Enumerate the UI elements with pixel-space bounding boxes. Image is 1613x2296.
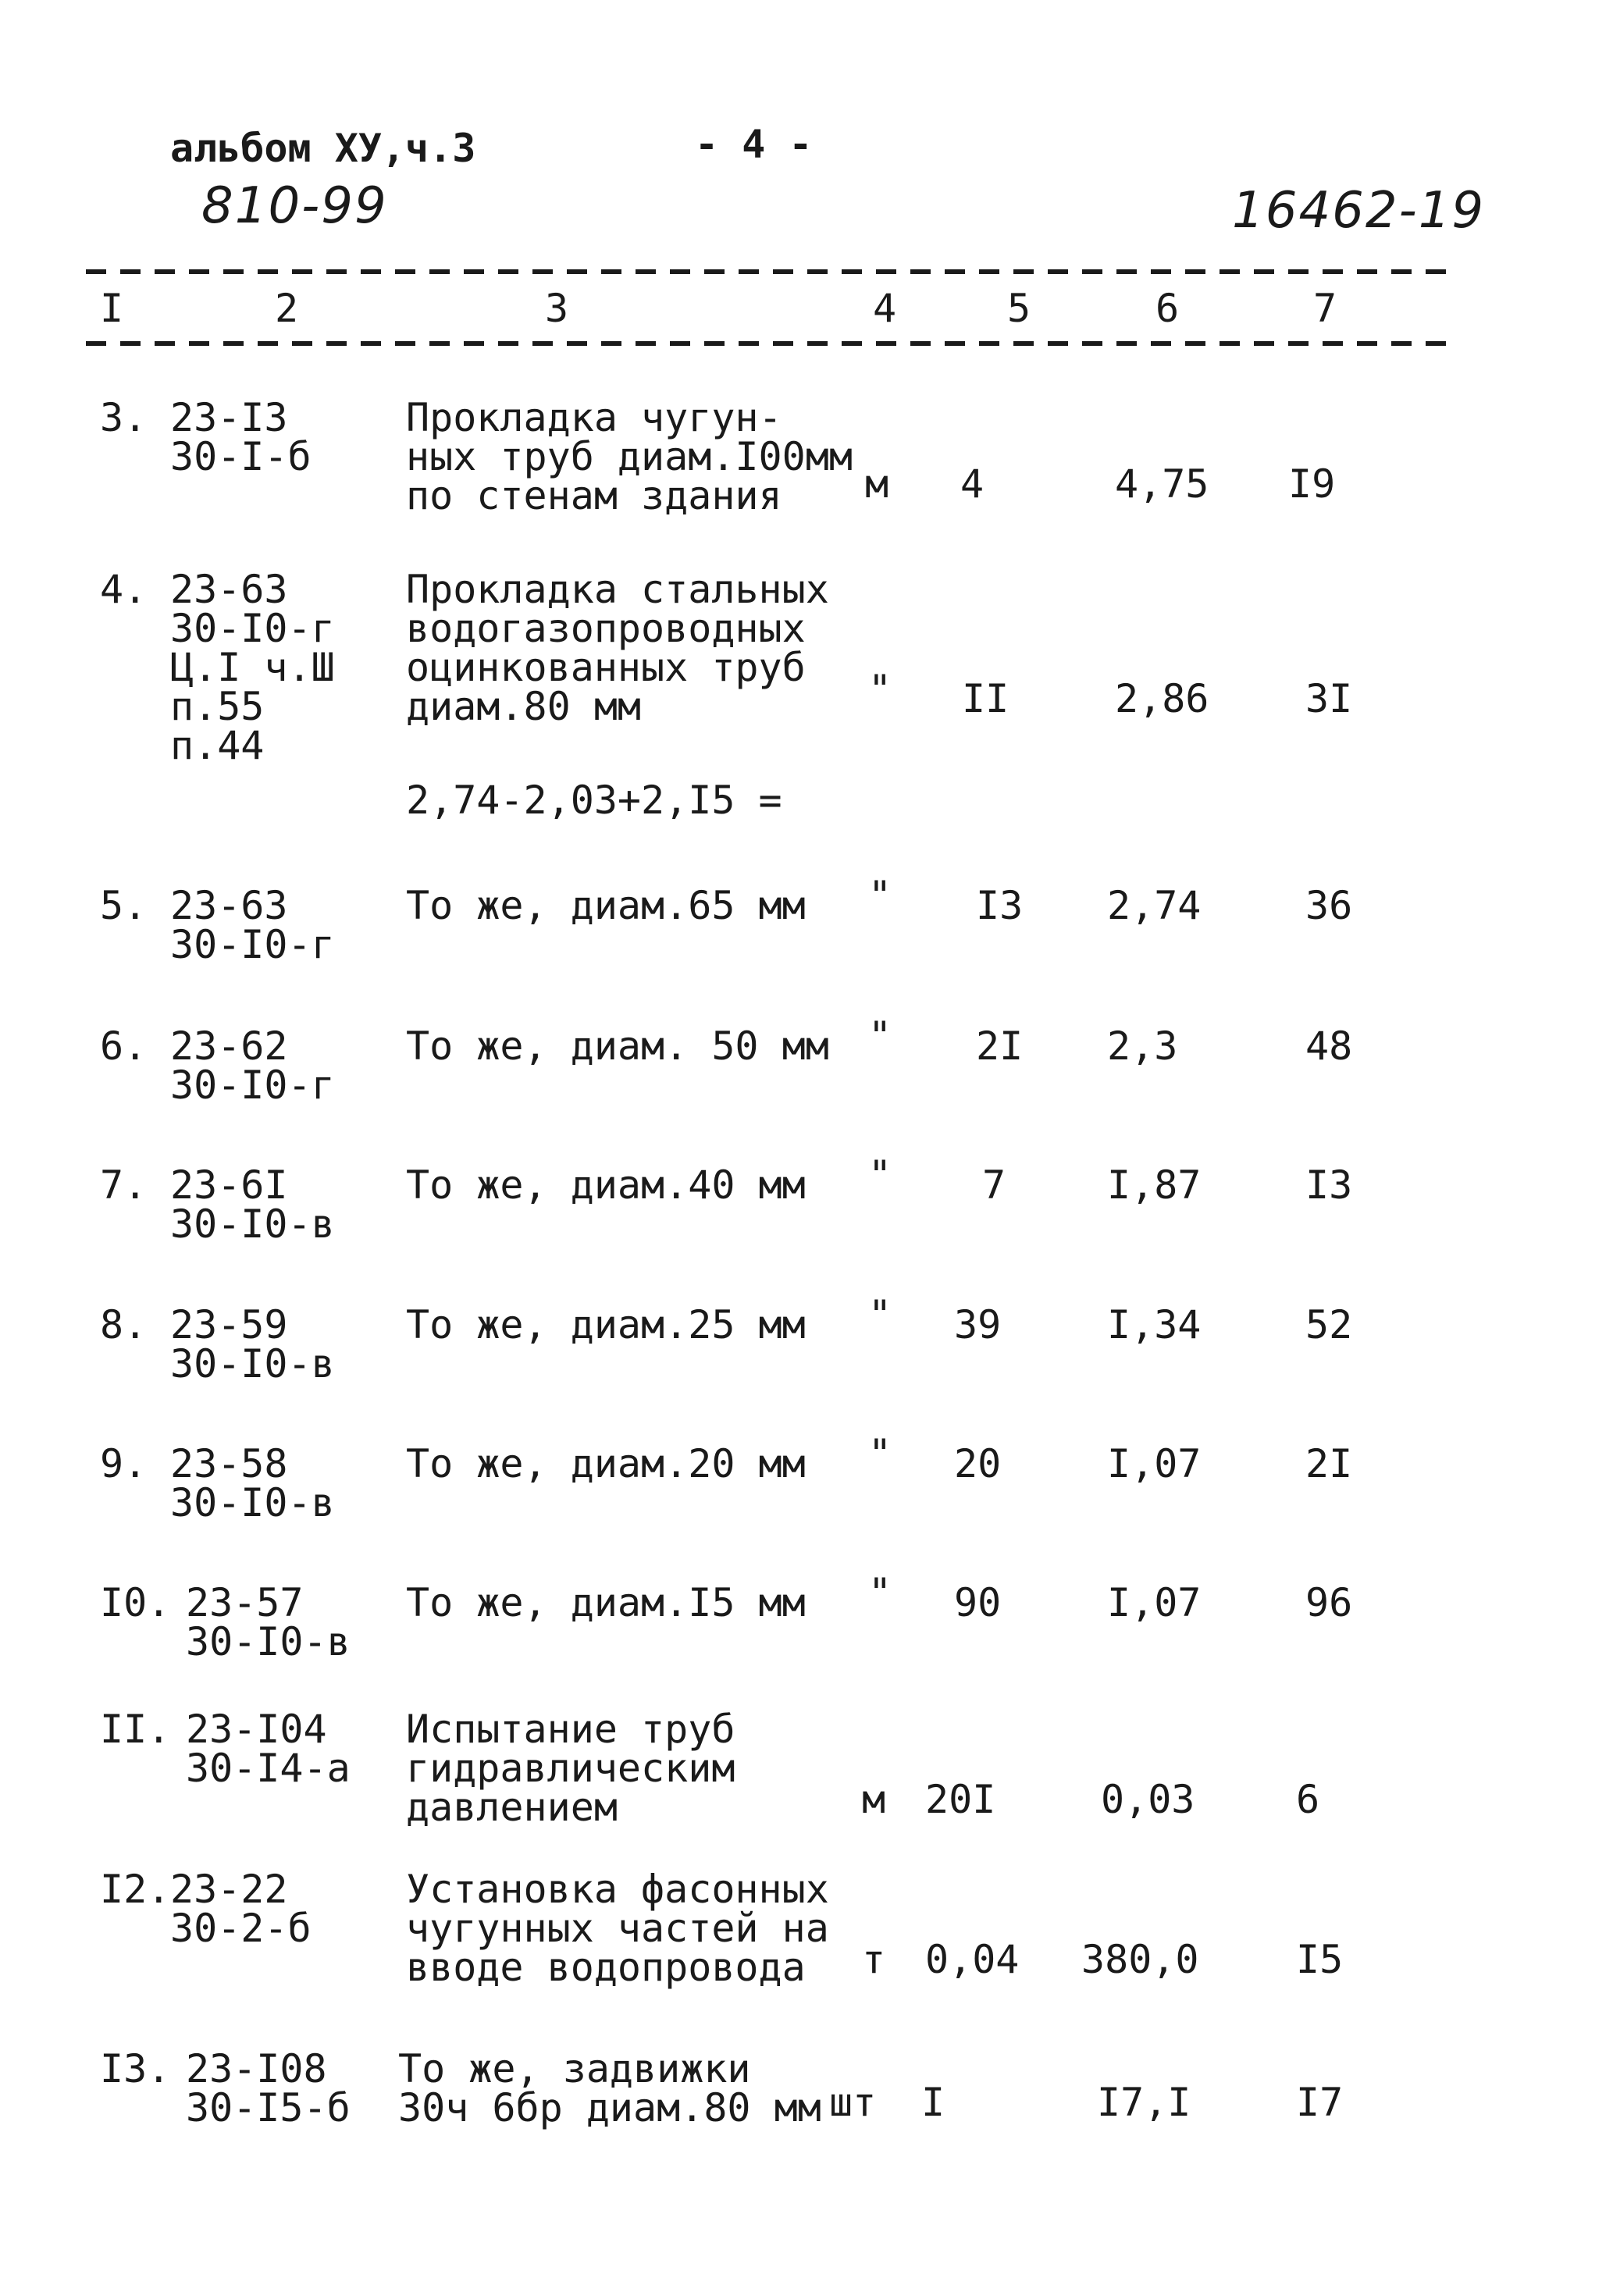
row-unit-price: 0,03 xyxy=(1101,1777,1195,1822)
row-unit: " xyxy=(868,1570,892,1615)
row-total: 48 xyxy=(1305,1023,1353,1069)
column-header-2: 2 xyxy=(275,286,299,331)
row-unit: " xyxy=(868,1152,892,1198)
row-unit-price: I7,I xyxy=(1097,2080,1191,2125)
header-rule-top xyxy=(86,269,1452,274)
row-unit: " xyxy=(868,667,892,712)
column-header-1: I xyxy=(100,286,124,331)
row-description: Прокладка стальных водогазопроводных оцинкованных труб диам.80 мм xyxy=(406,567,829,729)
row-calculation-note: 2,74-2,03+2,I5 = xyxy=(406,778,782,823)
row-description: Испытание труб гидравлическим давлением xyxy=(406,1707,735,1830)
column-header-7: 7 xyxy=(1313,286,1337,331)
row-total: 2I xyxy=(1305,1441,1353,1486)
row-total: 6 xyxy=(1296,1777,1320,1822)
row-description: То же, задвижки 30ч 6бр диам.80 мм xyxy=(398,2046,821,2130)
row-total: I5 xyxy=(1296,1937,1344,1982)
row-number: I3. xyxy=(100,2046,171,2091)
row-number: 5. xyxy=(100,883,148,928)
column-header-4: 4 xyxy=(873,286,897,331)
row-unit-price: 380,0 xyxy=(1081,1937,1199,1982)
row-total: 36 xyxy=(1305,883,1353,928)
row-code: 23-63 30-I0-г Ц.I ч.Ш п.55 п.44 xyxy=(170,567,335,768)
row-unit: м xyxy=(862,1777,886,1822)
row-quantity: 0,04 xyxy=(925,1937,1020,1982)
row-number: 8. xyxy=(100,1302,148,1347)
column-header-3: 3 xyxy=(545,286,569,331)
row-unit-price: I,07 xyxy=(1107,1441,1202,1486)
row-unit: " xyxy=(868,1431,892,1476)
handwritten-code-right: 16462-19 xyxy=(1232,182,1486,240)
album-label: альбом ХУ,ч.3 xyxy=(170,126,476,171)
row-description: То же, диам.65 мм xyxy=(406,883,806,928)
row-total: I9 xyxy=(1288,461,1336,507)
handwritten-code-left: 810-99 xyxy=(201,177,388,235)
row-code: 23-58 30-I0-в xyxy=(170,1441,335,1525)
row-unit: т xyxy=(862,1937,886,1982)
row-code: 23-6I 30-I0-в xyxy=(170,1162,335,1247)
row-quantity: 20 xyxy=(954,1441,1002,1486)
row-code: 23-I08 30-I5-б xyxy=(186,2046,351,2130)
row-code: 23-22 30-2-б xyxy=(170,1867,312,1951)
row-unit: м xyxy=(865,461,889,507)
row-number: 7. xyxy=(100,1162,148,1208)
row-number: 9. xyxy=(100,1441,148,1486)
header-rule-bottom xyxy=(86,341,1452,346)
row-unit: " xyxy=(868,1292,892,1337)
row-total: I3 xyxy=(1305,1162,1353,1208)
row-code: 23-59 30-I0-в xyxy=(170,1302,335,1386)
row-unit-price: 2,3 xyxy=(1107,1023,1178,1069)
row-number: 6. xyxy=(100,1023,148,1069)
row-unit-price: 2,86 xyxy=(1115,676,1209,721)
row-code: 23-I04 30-I4-а xyxy=(186,1707,351,1791)
row-quantity: 20I xyxy=(925,1777,996,1822)
row-quantity: 2I xyxy=(976,1023,1024,1069)
row-code: 23-I3 30-I-б xyxy=(170,395,312,479)
row-unit: " xyxy=(868,1013,892,1059)
row-total: 3I xyxy=(1305,676,1353,721)
row-unit-price: I,34 xyxy=(1107,1302,1202,1347)
row-description: Установка фасонных чугунных частей на вводе водопровода xyxy=(406,1867,829,1990)
row-unit-price: I,87 xyxy=(1107,1162,1202,1208)
row-number: 3. xyxy=(100,395,148,440)
column-header-6: 6 xyxy=(1155,286,1180,331)
row-number: II. xyxy=(100,1707,171,1752)
row-description: То же, диам. 50 мм xyxy=(406,1023,829,1069)
row-total: 52 xyxy=(1305,1302,1353,1347)
row-number: I2. xyxy=(100,1867,171,1912)
row-quantity: I3 xyxy=(976,883,1024,928)
row-unit-price: 2,74 xyxy=(1107,883,1202,928)
column-header-5: 5 xyxy=(1007,286,1031,331)
row-quantity: 4 xyxy=(960,461,985,507)
row-quantity: II xyxy=(962,676,1009,721)
row-quantity: 39 xyxy=(954,1302,1002,1347)
row-description: Прокладка чугун- ных труб диам.I00мм по стенам здания xyxy=(406,395,853,518)
row-unit-price: 4,75 xyxy=(1115,461,1209,507)
row-description: То же, диам.25 мм xyxy=(406,1302,806,1347)
row-unit: " xyxy=(868,873,892,918)
row-description: То же, диам.20 мм xyxy=(406,1441,806,1486)
row-quantity: I xyxy=(921,2080,945,2125)
row-number: I0. xyxy=(100,1580,171,1625)
row-number: 4. xyxy=(100,567,148,612)
row-total: I7 xyxy=(1296,2080,1344,2125)
row-code: 23-62 30-I0-г xyxy=(170,1023,335,1108)
row-quantity: 7 xyxy=(982,1162,1006,1208)
row-unit: шт xyxy=(829,2080,877,2125)
row-code: 23-57 30-I0-в xyxy=(186,1580,351,1664)
row-code: 23-63 30-I0-г xyxy=(170,883,335,967)
row-description: То же, диам.I5 мм xyxy=(406,1580,806,1625)
page-number: - 4 - xyxy=(695,122,813,167)
row-quantity: 90 xyxy=(954,1580,1002,1625)
row-total: 96 xyxy=(1305,1580,1353,1625)
row-description: То же, диам.40 мм xyxy=(406,1162,806,1208)
row-unit-price: I,07 xyxy=(1107,1580,1202,1625)
